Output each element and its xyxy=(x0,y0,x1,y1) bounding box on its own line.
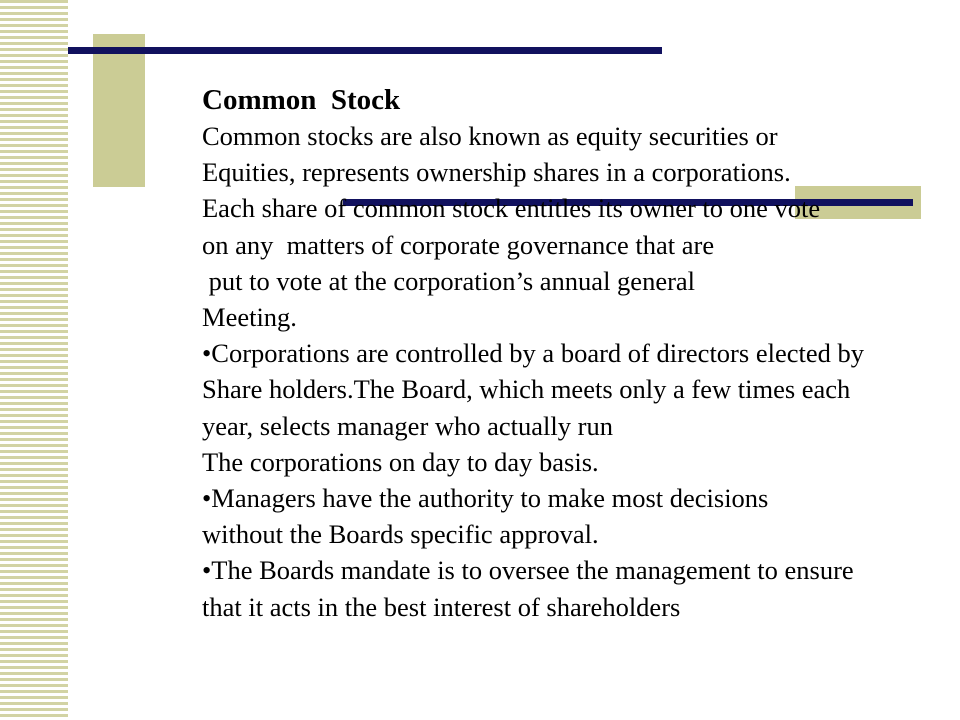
body-line-1: Common stocks are also known as equity securities or xyxy=(202,121,778,151)
bullet-line-2: •Managers have the authority to make most decisions xyxy=(202,483,769,514)
body-line-2: Equities, represents ownership shares in a corporations. xyxy=(202,157,791,188)
decorative-side-stripes xyxy=(0,0,68,720)
body-line-6: Meeting. xyxy=(202,302,297,333)
body-line-3: Each share of common stock entitles its owner to one vote xyxy=(202,193,821,224)
body-line-10: The corporations on day to day basis. xyxy=(202,446,599,477)
body-line-4: on any matters of corporate governance that are xyxy=(202,229,715,260)
decorative-navy-bar-top xyxy=(68,47,662,54)
bullet-line-3: •The Boards mandate is to oversee the management to ensure xyxy=(202,555,854,586)
decorative-tan-block-top-left xyxy=(93,34,145,187)
slide-title: Common Stock xyxy=(202,84,401,116)
slide-content xyxy=(202,82,960,625)
body-line-9: year, selects manager who actually run xyxy=(202,410,613,441)
body-line-12: without the Boards specific approval. xyxy=(202,519,599,550)
body-line-8: Share holders.The Board, which meets only a few times each xyxy=(202,374,851,405)
body-line-5: put to vote at the corporation’s annual general xyxy=(202,265,696,296)
bullet-line-1: •Corporations are controlled by a board of directors elected by xyxy=(202,338,864,369)
body-line-14: that it acts in the best interest of shareholders xyxy=(202,591,681,622)
